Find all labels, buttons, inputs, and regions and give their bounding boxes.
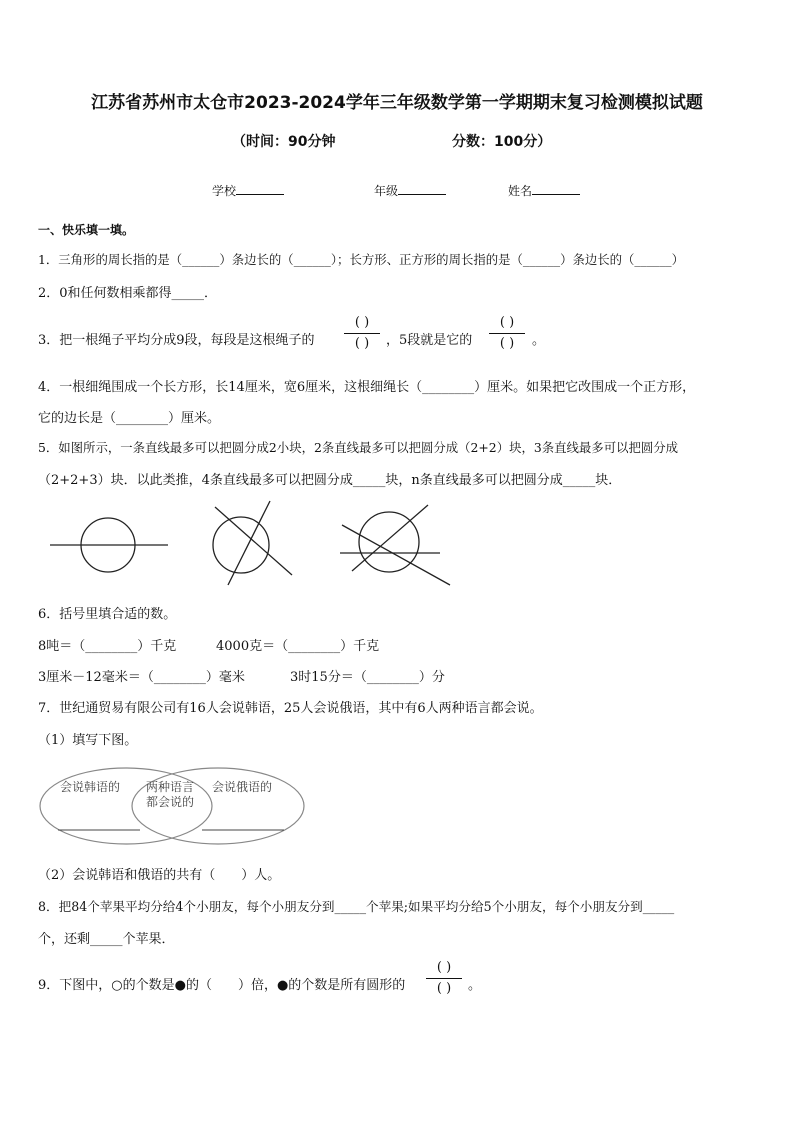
question-3-text-b: ，5段就是它的 xyxy=(386,333,473,348)
question-6-a: 8吨＝（________）千克 xyxy=(38,639,177,654)
name-blank[interactable] xyxy=(532,182,580,195)
question-9-text-a: 9．下图中，○的个数是●的（ ）倍，●的个数是所有圆形的 xyxy=(38,978,406,993)
grade-label: 年级 xyxy=(374,184,399,198)
name-field xyxy=(508,182,580,199)
question-7-part-1: （1）填写下图。 xyxy=(38,733,138,748)
venn-left-label: 会说韩语的 xyxy=(60,780,121,794)
name-label: 姓名 xyxy=(508,184,533,198)
fraction-denominator[interactable]: ( ) xyxy=(436,981,452,996)
venn-diagram xyxy=(0,756,794,856)
fraction-numerator[interactable]: ( ) xyxy=(436,960,452,975)
question-6-d: 3时15分＝（________）分 xyxy=(290,670,445,685)
question-2: 2．0和任何数相乘都得_____． xyxy=(38,286,218,301)
question-4-line-2: 它的边长是（________）厘米。 xyxy=(38,411,221,426)
circle-three-lines xyxy=(340,505,450,585)
question-3-text-c: 。 xyxy=(532,333,546,348)
venn-middle-label-1: 两种语言 xyxy=(146,780,195,794)
fraction-numerator[interactable]: ( ) xyxy=(354,315,370,330)
question-1: 1．三角形的周长指的是（______）条边长的（______）；长方形、正方形的周长指的是（______）条边长的（______） xyxy=(38,252,684,267)
venn-right-label: 会说俄语的 xyxy=(212,780,273,794)
question-6: 6．括号里填合适的数。 xyxy=(38,607,177,622)
circle-one-line xyxy=(50,518,168,572)
school-field xyxy=(212,182,284,199)
circle-two-lines xyxy=(213,501,292,585)
grade-field xyxy=(374,182,446,199)
grade-blank[interactable] xyxy=(398,182,446,195)
question-3-text-a: 3．把一根绳子平均分成9段，每段是这根绳子的 xyxy=(38,333,315,348)
question-4-line-1: 4．一根细绳围成一个长方形，长14厘米，宽6厘米，这根细绳长（________）厘米。如果把它改围成一个正方形， xyxy=(38,380,696,395)
question-5-line-1: 5．如图所示，一条直线最多可以把圆分成2小块，2条直线最多可以把圆分成（2+2）块，3条直线最多可以把圆分成 xyxy=(38,440,679,455)
fraction-denominator[interactable]: ( ) xyxy=(499,336,515,351)
question-5-line-2: （2+2+3）块．以此类推，4条直线最多可以把圆分成_____块，n条直线最多可以把圆分成_____块． xyxy=(38,473,622,488)
fraction-blank xyxy=(422,959,466,998)
circle-lines-figure xyxy=(0,495,794,595)
question-8-line-1: 8．把84个苹果平均分给4个小朋友，每个小朋友分到_____个苹果;如果平均分给5个小朋友，每个小朋友分到_____ xyxy=(38,899,675,914)
question-9-text-b: 。 xyxy=(468,978,482,993)
school-blank[interactable] xyxy=(236,182,284,195)
fraction-bar xyxy=(344,333,380,334)
exam-time: （时间：90分钟 xyxy=(232,134,336,150)
question-7-part-2: （2）会说韩语和俄语的共有（ ）人。 xyxy=(38,868,281,883)
page-title: 江苏省苏州市太仓市2023-2024学年三年级数学第一学期期末复习检测模拟试题 xyxy=(91,93,703,113)
section-heading: 一、快乐填一填。 xyxy=(38,223,135,237)
question-6-c: 3厘米－12毫米＝（________）毫米 xyxy=(38,670,245,685)
fraction-bar xyxy=(489,333,525,334)
question-6-b: 4000克＝（________）千克 xyxy=(216,639,380,654)
fraction-bar xyxy=(426,978,462,979)
question-7: 7．世纪通贸易有限公司有16人会说韩语，25人会说俄语，其中有6人两种语言都会说。 xyxy=(38,701,543,716)
fraction-blank xyxy=(485,314,529,353)
fraction-numerator[interactable]: ( ) xyxy=(499,315,515,330)
fraction-denominator[interactable]: ( ) xyxy=(354,336,370,351)
question-8-line-2: 个，还剩_____个苹果． xyxy=(38,932,175,947)
school-label: 学校 xyxy=(212,184,237,198)
fraction-blank xyxy=(340,314,384,353)
exam-score: 分数：100分） xyxy=(452,134,552,150)
venn-middle-label-2: 都会说的 xyxy=(146,795,195,809)
